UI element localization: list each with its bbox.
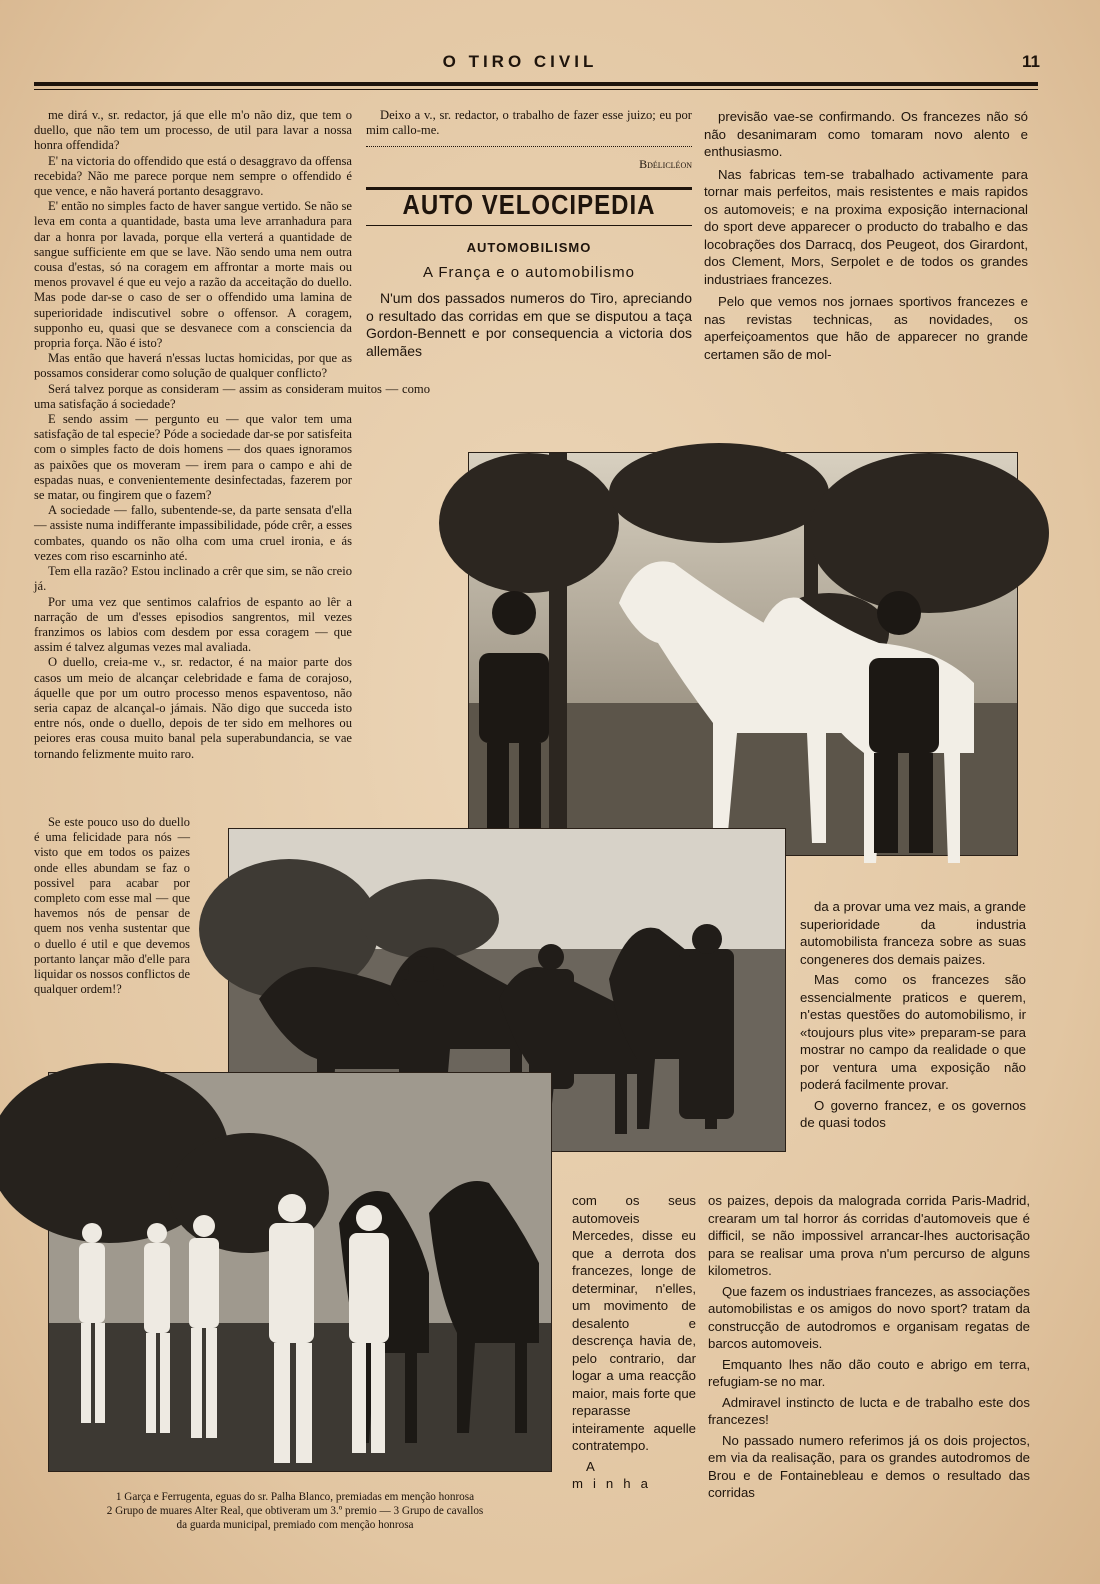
dotted-divider: [366, 146, 692, 147]
column-3-lower: [800, 898, 1026, 1156]
column-1: [34, 108, 430, 808]
paragraph: A minha: [572, 1458, 658, 1491]
column-3: [704, 108, 1028, 408]
header-rule: [34, 82, 1038, 86]
paragraph: Tem ella razão? Estou inclinado a crêr que sim, se não creio já.: [34, 564, 352, 594]
paragraph: Por uma vez que sentimos calafrios de espanto ao lêr a narração de um d'esses episodios sangrentos, mil vezes franzimos os labios com desdem por essa coragem — que assim é talvez algumas vezes mal avaliada.: [34, 594, 352, 655]
column-bottom-middle: [572, 1192, 696, 1540]
paragraph: com os seus automoveis Mercedes, disse eu que a derrota dos francezes, longe de determinar, n'elles, um movimento de desalento e descrença havia de, pelo contrario, dar logar a uma reacção maior, mais forte que reparasse inteiramente aquelle contratempo.: [572, 1193, 696, 1453]
newspaper-title: O TIRO CIVIL: [442, 52, 598, 71]
paragraph: Será talvez porque as consideram — assim as consideram muitos — como uma satisfação á sociedade?: [34, 381, 430, 411]
photo-white-horses: [468, 452, 1018, 856]
horses-illustration: [469, 453, 1017, 855]
section-title: AUTO VELOCIPEDIA: [402, 189, 656, 221]
paragraph: Emquanto lhes não dão couto e abrigo em terra, refugiam-se no mar.: [708, 1356, 1030, 1389]
paragraph: os paizes, depois da malograda corrida Paris-Madrid, crearam um tal horror ás corridas d'automoveis que é difficil, se não impossivel arrancar-lhes auctorisação para se realisar uma prova n'um percurso de alguns kilometros.: [708, 1193, 1030, 1278]
paragraph: Admiravel instincto de lucta e de trabalho este dos francezes!: [708, 1394, 1030, 1427]
section-rule-thin: [366, 225, 692, 226]
column-2: [366, 108, 692, 408]
page-number: 11: [1022, 52, 1040, 71]
section-subtitle: AUTOMOBILISMO: [466, 239, 592, 255]
paragraph: Nas fabricas tem-se trabalhado activamente para tornar mais perfeitos, mais resistentes e mais rapidos os automoveis; e na proxima exposição internacional do sport deve apparecer o producto do trabalho e das locobrações dos Darracq, dos Peugeot, dos Girardont, dos Clement, Mors, Serpolet e de todos os grandes industriaes francezes.: [704, 166, 1028, 287]
column-bottom-right: [708, 1192, 1030, 1540]
paragraph: E sendo assim — pergunto eu — que valor tem uma satisfação de tal especie? Póde a sociedade dar-se por satisfeita com o simples facto de dois homens — dos quaes ignoramos as paixões que os moveram — irem para o campo e ahi de espadas nuas, e convenientemente desinfectadas, fazerem por se matar, ou fingirem que o fazem?: [34, 412, 352, 503]
paragraph: Deixo a v., sr. redactor, o trabalho de fazer esse juizo; eu por mim callo-me.: [366, 108, 692, 138]
paragraph: me dirá v., sr. redactor, já que elle m'o não diz, que tem o duello, que não tem um processo, de util para lavar a nossa honra offendida?: [34, 108, 352, 153]
paragraph: Mas então que haverá n'essas luctas homicidas, por que as possamos considerar como solução de qualquer conflicto?: [34, 351, 352, 381]
paragraph: Mas como os francezes são essencialmente praticos e querem, n'estas questões do automobilismo, ir «toujours plus vite» preparam-se para mostrar no campo da realidade o que por ventura uma exposição não poderá facilmente provar.: [800, 972, 1026, 1092]
paragraph: Se este pouco uso do duello é uma felicidade para nós — visto que em todos os paizes onde elles abundam se faz o possivel para acabar por completo com esse mal — que havemos nós de pensar de quem nos venha sustentar que o duello é util e que devemos portanto lançar mão d'elle para liquidar os nossos conflictos de qualquer ordem!?: [34, 815, 190, 997]
paragraph: Que fazem os industriaes francezes, as associações automobilistas e os amigos do novo sport? tratam da construcção de autodromos e organisam regatas de barcos automoveis.: [708, 1283, 1030, 1351]
header-rule-thin: [34, 89, 1038, 90]
paragraph: E' então no simples facto de haver sangue vertido. Se não se leva em conta a quantidade, basta uma leve arranhadura para dar a honra por lavada, porque ella verterá a quantidade de sangue sufficiente em que se lave. Não sendo uma nem outra cousa d'estas, só na coragem em affrontar a morte mais ou menos provavel é que eu vejo a razão da acceitação do duello. Mas pode dar-se o caso de ser o offendido uma lamina de superioridade indiscutivel sobre o offensor. A coragem, supponho eu, quasi que se desvanece com a consciencia da propria força. Não é isto?: [34, 199, 352, 351]
caption-line: 1 Garça e Ferrugenta, eguas do sr. Palha Blanco, premiadas em menção honrosa: [115, 1491, 475, 1503]
paragraph: O duello, creia-me v., sr. redactor, é na maior parte dos casos um meio de alcançar celebridade e fama de corajoso, áquelle que por um outro processo menos espaventoso, não seria capaz de alcançal-o jámais. Não digo que succeda isto entre nós, onde o duello, depois de ter sido em melhores ou peiores eras cousa muito banal pela superabundancia, se vae tornando felizmente muito raro.: [34, 655, 352, 761]
caption-line: 2 Grupo de muares Alter Real, que obtiveram um 3.º premio — 3 Grupo de cavallos: [106, 1505, 484, 1517]
paragraph: A sociedade — fallo, subentende-se, da parte sensata d'ella — assiste numa indifferante impassibilidade, póde crêr, a esses combates, quando os não olha com uma cruel ironia, e ás vezes com riso escarninho até.: [34, 503, 352, 563]
paragraph: Pelo que vemos nos jornaes sportivos francezes e nas revistas technicas, as novidades, os aperfeiçoamentos que hão de apparecer no grande certamen são de mol-: [704, 294, 1028, 362]
guard-horses-illustration: [49, 1073, 551, 1471]
photo-caption: [30, 1490, 560, 1532]
author-signature: Bdélicléon: [639, 157, 692, 172]
paragraph: da a provar uma vez mais, a grande superioridade da industria automobilista franceza sobre as suas congeneres dos demais paizes.: [800, 899, 1026, 967]
article-title: A França e o automobilismo: [423, 264, 635, 282]
paragraph: No passado numero referimos já os dois projectos, em via da realisação, para os grandes autodromos de Brou e de Fontainebleau e demos o resultado das corridas: [708, 1432, 1030, 1500]
column-1-narrow: [34, 815, 190, 1040]
paragraph: E' na victoria do offendido que está o desaggravo da offensa recebida? Não me parece porque nem sempre o offendido é que vence, e não haverá portanto desaggravo.: [34, 153, 352, 199]
photo-municipal-guard-horses: [48, 1072, 552, 1472]
caption-line: da guarda municipal, premiado com menção honrosa: [176, 1519, 414, 1531]
paragraph: previsão vae-se confirmando. Os francezes não só não desanimaram como tomaram novo alento e enthusiasmo.: [704, 109, 1028, 159]
paragraph: N'um dos passados numeros do Tiro, apreciando o resultado das corridas em que se disputou a taça Gordon-Bennett e por consequencia a victoria dos allemães: [366, 290, 692, 359]
paragraph: O governo francez, e os governos de quasi todos: [800, 1097, 1026, 1130]
article-intro: [366, 290, 692, 360]
